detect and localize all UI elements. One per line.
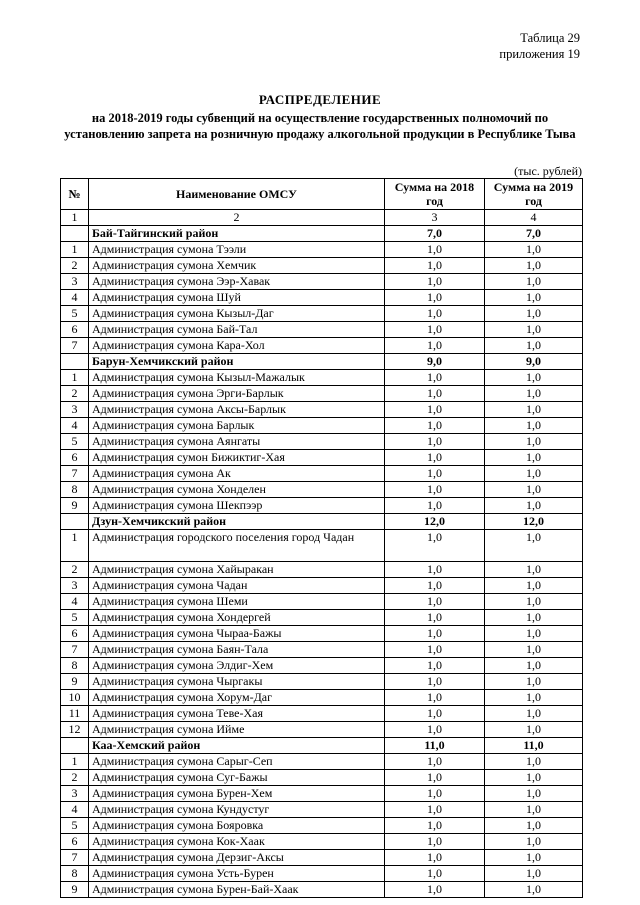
row-number: [61, 353, 89, 369]
row-name: Администрация сумона Кызыл-Даг: [89, 305, 385, 321]
district-row: [61, 737, 583, 753]
table-row: [61, 481, 583, 497]
row-number: 1: [61, 241, 89, 257]
row-sum-2019: 1,0: [485, 241, 583, 257]
row-sum-2018: 1,0: [385, 657, 485, 673]
row-sum-2018: 1,0: [385, 321, 485, 337]
table-reference: [499, 30, 580, 62]
row-name: Администрация сумона Хондергей: [89, 609, 385, 625]
row-number: 4: [61, 593, 89, 609]
row-sum-2019: 12,0: [485, 513, 583, 529]
row-number: 7: [61, 337, 89, 353]
table-row: [61, 689, 583, 705]
table-row: [61, 785, 583, 801]
row-sum-2019: 1,0: [485, 465, 583, 481]
row-sum-2019: 1,0: [485, 625, 583, 641]
row-sum-2018: 1,0: [385, 833, 485, 849]
row-sum-2019: 1,0: [485, 753, 583, 769]
row-number: [61, 737, 89, 753]
table-number: Таблица 29: [520, 31, 580, 45]
row-name: Каа-Хемский район: [89, 737, 385, 753]
table-row: [61, 561, 583, 577]
table-row: [61, 337, 583, 353]
row-number: 3: [61, 273, 89, 289]
row-number: 5: [61, 433, 89, 449]
table-row: [61, 801, 583, 817]
table-row: [61, 593, 583, 609]
row-sum-2019: 1,0: [485, 769, 583, 785]
table-row: [61, 721, 583, 737]
row-sum-2018: 1,0: [385, 785, 485, 801]
row-number: 9: [61, 673, 89, 689]
row-sum-2018: 1,0: [385, 577, 485, 593]
row-sum-2018: 1,0: [385, 433, 485, 449]
row-name: Администрация сумон Бижиктиг-Хая: [89, 449, 385, 465]
row-name: Администрация сумона Аянгаты: [89, 433, 385, 449]
district-row: [61, 513, 583, 529]
row-sum-2018: 1,0: [385, 721, 485, 737]
row-number: 2: [61, 385, 89, 401]
row-number: 2: [61, 561, 89, 577]
row-number: 3: [61, 577, 89, 593]
row-sum-2018: 1,0: [385, 641, 485, 657]
row-number: 1: [61, 753, 89, 769]
row-sum-2018: 1,0: [385, 305, 485, 321]
header-2018: Сумма на 2018 год: [385, 179, 485, 210]
row-sum-2018: 1,0: [385, 417, 485, 433]
row-sum-2018: 1,0: [385, 401, 485, 417]
row-sum-2019: 1,0: [485, 497, 583, 513]
document-subtitle: на 2018-2019 годы субвенций на осуществление государственных полномочий по установлению запрета на розничную продажу алкогольной продукции в Республике Тыва: [64, 111, 576, 141]
row-sum-2019: 1,0: [485, 337, 583, 353]
row-number: 3: [61, 401, 89, 417]
row-sum-2018: 1,0: [385, 865, 485, 881]
table-row: [61, 401, 583, 417]
row-name: Администрация сумона Аксы-Барлык: [89, 401, 385, 417]
row-number: 10: [61, 689, 89, 705]
row-number: [61, 513, 89, 529]
row-sum-2018: 1,0: [385, 257, 485, 273]
row-sum-2019: 1,0: [485, 817, 583, 833]
column-index: 2: [89, 210, 385, 226]
row-sum-2018: 1,0: [385, 497, 485, 513]
column-index-row: [61, 210, 583, 226]
row-number: 5: [61, 609, 89, 625]
row-name: Администрация сумона Кундустуг: [89, 801, 385, 817]
row-name: Администрация сумона Бурен-Бай-Хаак: [89, 881, 385, 897]
row-sum-2018: 1,0: [385, 817, 485, 833]
row-sum-2019: 1,0: [485, 321, 583, 337]
row-sum-2018: 1,0: [385, 769, 485, 785]
row-number: 5: [61, 817, 89, 833]
row-name: Администрация сумона Эрги-Барлык: [89, 385, 385, 401]
row-sum-2019: 1,0: [485, 449, 583, 465]
table-row: [61, 289, 583, 305]
row-sum-2019: 1,0: [485, 657, 583, 673]
table-row: [61, 497, 583, 513]
column-index: 1: [61, 210, 89, 226]
row-number: 6: [61, 449, 89, 465]
distribution-table: [60, 178, 583, 898]
row-name: Администрация сумона Шеми: [89, 593, 385, 609]
table-row: [61, 705, 583, 721]
row-number: 11: [61, 705, 89, 721]
row-name: Администрация сумона Ийме: [89, 721, 385, 737]
row-name: Администрация сумона Тээли: [89, 241, 385, 257]
row-name: Администрация сумона Теве-Хая: [89, 705, 385, 721]
row-sum-2018: 1,0: [385, 385, 485, 401]
row-name: Администрация сумона Чыргакы: [89, 673, 385, 689]
row-number: 8: [61, 481, 89, 497]
header-row: [61, 179, 583, 210]
table-row: [61, 577, 583, 593]
row-sum-2019: 1,0: [485, 721, 583, 737]
table-row: [61, 321, 583, 337]
row-sum-2018: 1,0: [385, 465, 485, 481]
row-sum-2018: 1,0: [385, 849, 485, 865]
row-number: 4: [61, 289, 89, 305]
table-row: [61, 625, 583, 641]
row-sum-2019: 7,0: [485, 225, 583, 241]
table-row: [61, 273, 583, 289]
row-number: 9: [61, 497, 89, 513]
row-name: Администрация сумона Кара-Хол: [89, 337, 385, 353]
row-number: 7: [61, 849, 89, 865]
row-sum-2018: 1,0: [385, 273, 485, 289]
row-name: Администрация сумона Кызыл-Мажалык: [89, 369, 385, 385]
row-name: Администрация сумона Шекпээр: [89, 497, 385, 513]
row-number: 2: [61, 257, 89, 273]
row-name: Администрация сумона Чадан: [89, 577, 385, 593]
column-index: 3: [385, 210, 485, 226]
header-name: Наименование ОМСУ: [89, 179, 385, 210]
table-row: [61, 465, 583, 481]
row-sum-2019: 1,0: [485, 865, 583, 881]
row-sum-2019: 1,0: [485, 273, 583, 289]
row-sum-2018: 1,0: [385, 705, 485, 721]
row-sum-2018: 1,0: [385, 609, 485, 625]
table-body: [61, 225, 583, 897]
table-row: [61, 369, 583, 385]
row-number: 2: [61, 769, 89, 785]
table-row: [61, 849, 583, 865]
row-number: 6: [61, 833, 89, 849]
table-row: [61, 305, 583, 321]
table-row: [61, 433, 583, 449]
table-row: [61, 529, 583, 561]
row-sum-2018: 1,0: [385, 481, 485, 497]
row-number: 12: [61, 721, 89, 737]
table-row: [61, 817, 583, 833]
row-number: 4: [61, 417, 89, 433]
row-sum-2018: 1,0: [385, 561, 485, 577]
row-number: 6: [61, 321, 89, 337]
row-name: Администрация сумона Элдиг-Хем: [89, 657, 385, 673]
row-name: Администрация городского поселения город Чадан: [89, 529, 385, 561]
row-sum-2019: 1,0: [485, 305, 583, 321]
row-sum-2019: 1,0: [485, 385, 583, 401]
row-name: Администрация сумона Барлык: [89, 417, 385, 433]
row-sum-2019: 1,0: [485, 481, 583, 497]
row-number: 7: [61, 641, 89, 657]
row-sum-2019: 1,0: [485, 609, 583, 625]
row-sum-2018: 1,0: [385, 673, 485, 689]
row-number: 4: [61, 801, 89, 817]
row-number: 8: [61, 657, 89, 673]
row-name: Администрация сумона Хайыракан: [89, 561, 385, 577]
row-name: Барун-Хемчикский район: [89, 353, 385, 369]
table-row: [61, 449, 583, 465]
table-row: [61, 833, 583, 849]
table-row: [61, 657, 583, 673]
row-sum-2019: 1,0: [485, 561, 583, 577]
table-row: [61, 257, 583, 273]
row-sum-2019: 1,0: [485, 641, 583, 657]
row-sum-2018: 1,0: [385, 801, 485, 817]
row-name: Администрация сумона Хемчик: [89, 257, 385, 273]
table-row: [61, 241, 583, 257]
row-number: 6: [61, 625, 89, 641]
row-name: Администрация сумона Дерзиг-Аксы: [89, 849, 385, 865]
row-number: 3: [61, 785, 89, 801]
row-sum-2018: 9,0: [385, 353, 485, 369]
row-name: Администрация сумона Баян-Тала: [89, 641, 385, 657]
row-sum-2019: 1,0: [485, 801, 583, 817]
row-sum-2019: 1,0: [485, 673, 583, 689]
row-sum-2018: 1,0: [385, 753, 485, 769]
table-row: [61, 769, 583, 785]
unit-label: (тыс. рублей): [514, 164, 582, 178]
row-sum-2018: 1,0: [385, 449, 485, 465]
row-sum-2018: 1,0: [385, 593, 485, 609]
row-sum-2018: 1,0: [385, 289, 485, 305]
district-row: [61, 353, 583, 369]
row-sum-2019: 1,0: [485, 417, 583, 433]
row-sum-2018: 12,0: [385, 513, 485, 529]
row-name: Администрация сумона Сарыг-Сеп: [89, 753, 385, 769]
row-name: Администрация сумона Усть-Бурен: [89, 865, 385, 881]
row-name: Администрация сумона Ээр-Хавак: [89, 273, 385, 289]
row-name: Администрация сумона Суг-Бажы: [89, 769, 385, 785]
row-number: 8: [61, 865, 89, 881]
header-2019: Сумма на 2019 год: [485, 179, 583, 210]
row-sum-2018: 1,0: [385, 625, 485, 641]
row-number: 1: [61, 529, 89, 561]
row-sum-2018: 1,0: [385, 529, 485, 561]
row-sum-2019: 1,0: [485, 705, 583, 721]
row-name: Администрация сумона Хонделен: [89, 481, 385, 497]
row-number: 7: [61, 465, 89, 481]
table-row: [61, 881, 583, 897]
column-index: 4: [485, 210, 583, 226]
row-name: Администрация сумона Чыраа-Бажы: [89, 625, 385, 641]
row-sum-2019: 1,0: [485, 401, 583, 417]
row-name: Администрация сумона Бояровка: [89, 817, 385, 833]
row-name: Администрация сумона Бурен-Хем: [89, 785, 385, 801]
row-sum-2018: 7,0: [385, 225, 485, 241]
row-sum-2019: 1,0: [485, 369, 583, 385]
row-sum-2018: 1,0: [385, 337, 485, 353]
row-sum-2019: 1,0: [485, 849, 583, 865]
table-row: [61, 673, 583, 689]
table-row: [61, 609, 583, 625]
row-number: 1: [61, 369, 89, 385]
row-sum-2019: 1,0: [485, 881, 583, 897]
row-sum-2018: 11,0: [385, 737, 485, 753]
row-name: Администрация сумона Шуй: [89, 289, 385, 305]
row-name: Дзун-Хемчикский район: [89, 513, 385, 529]
table-row: [61, 385, 583, 401]
row-sum-2019: 11,0: [485, 737, 583, 753]
row-name: Администрация сумона Хорум-Даг: [89, 689, 385, 705]
table-row: [61, 865, 583, 881]
row-name: Бай-Тайгинский район: [89, 225, 385, 241]
row-sum-2018: 1,0: [385, 369, 485, 385]
row-name: Администрация сумона Бай-Тал: [89, 321, 385, 337]
row-name: Администрация сумона Ак: [89, 465, 385, 481]
row-name: Администрация сумона Кок-Хаак: [89, 833, 385, 849]
district-row: [61, 225, 583, 241]
row-sum-2018: 1,0: [385, 241, 485, 257]
row-sum-2018: 1,0: [385, 881, 485, 897]
row-sum-2019: 9,0: [485, 353, 583, 369]
row-number: 5: [61, 305, 89, 321]
row-sum-2019: 1,0: [485, 289, 583, 305]
appendix-number: приложения 19: [499, 47, 580, 61]
row-number: 9: [61, 881, 89, 897]
row-sum-2019: 1,0: [485, 257, 583, 273]
row-sum-2019: 1,0: [485, 833, 583, 849]
header-num: №: [61, 179, 89, 210]
row-number: [61, 225, 89, 241]
row-sum-2019: 1,0: [485, 529, 583, 561]
row-sum-2019: 1,0: [485, 689, 583, 705]
document-title: РАСПРЕДЕЛЕНИЕ: [258, 92, 382, 107]
row-sum-2019: 1,0: [485, 433, 583, 449]
row-sum-2018: 1,0: [385, 689, 485, 705]
table-row: [61, 417, 583, 433]
row-sum-2019: 1,0: [485, 577, 583, 593]
table-row: [61, 641, 583, 657]
row-sum-2019: 1,0: [485, 785, 583, 801]
row-sum-2019: 1,0: [485, 593, 583, 609]
table-row: [61, 753, 583, 769]
